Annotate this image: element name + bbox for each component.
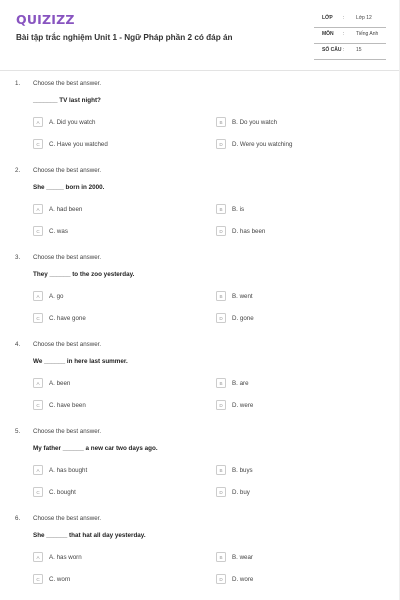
question-number: 1. — [15, 80, 21, 87]
meta-value: 15 — [356, 47, 362, 53]
logo-text: UIZIZZ — [26, 12, 75, 27]
option-letter-box: B — [216, 465, 226, 475]
question-3 — [0, 254, 400, 341]
question-prompt: Choose the best answer. — [33, 428, 102, 435]
question-text: My father ______ a new car two days ago. — [33, 445, 158, 452]
meta-colon: : — [343, 31, 345, 37]
question-text: She _____ born in 2000. — [33, 184, 105, 191]
question-text: We ______ in here last summer. — [33, 358, 128, 365]
option-label: C. was — [49, 227, 68, 235]
quizizz-logo[interactable] — [16, 12, 75, 27]
option-label: B. are — [232, 379, 249, 387]
meta-table — [314, 12, 386, 60]
option-label: D. gone — [232, 314, 254, 322]
option-label: B. went — [232, 292, 253, 300]
question-number: 4. — [15, 341, 21, 348]
question-number: 2. — [15, 167, 21, 174]
question-number: 3. — [15, 254, 21, 261]
option-label: C. worn — [49, 575, 71, 583]
option-letter-box: C — [33, 400, 43, 410]
meta-colon: : — [343, 47, 345, 53]
option-label: A. had been — [49, 205, 83, 213]
option-label: C. bought — [49, 488, 76, 496]
option-label: D. has been — [232, 227, 266, 235]
meta-key: MÔN — [322, 31, 334, 37]
option-letter-box: A — [33, 552, 43, 562]
option-label: D. buy — [232, 488, 250, 496]
option-label: A. Did you watch — [49, 118, 96, 126]
question-prompt: Choose the best answer. — [33, 254, 102, 261]
meta-value: Tiếng Anh — [356, 31, 379, 37]
option-letter-box: A — [33, 465, 43, 475]
question-6 — [0, 515, 400, 600]
question-prompt: Choose the best answer. — [33, 80, 102, 87]
option-letter-box: B — [216, 204, 226, 214]
meta-row-count — [314, 44, 386, 60]
option-letter-box: C — [33, 226, 43, 236]
question-number: 5. — [15, 428, 21, 435]
question-text: They ______ to the zoo yesterday. — [33, 271, 135, 278]
option-label: C. Have you watched — [49, 140, 108, 148]
option-letter-box: D — [216, 400, 226, 410]
question-prompt: Choose the best answer. — [33, 167, 102, 174]
option-letter-box: B — [216, 552, 226, 562]
option-letter-box: D — [216, 574, 226, 584]
meta-key: LỚP — [322, 15, 333, 21]
option-letter-box: B — [216, 117, 226, 127]
option-letter-box: C — [33, 139, 43, 149]
logo-letter-q: Q — [16, 12, 27, 27]
worksheet-header — [0, 0, 400, 70]
option-letter-box: D — [216, 139, 226, 149]
option-label: B. is — [232, 205, 245, 213]
option-letter-box: C — [33, 313, 43, 323]
question-text: _______ TV last night? — [33, 97, 101, 104]
meta-key: SỐ CÂU — [322, 47, 342, 53]
option-letter-box: A — [33, 378, 43, 388]
question-text: She ______ that hat all day yesterday. — [33, 532, 146, 539]
header-divider — [0, 70, 400, 71]
question-2 — [0, 167, 400, 254]
question-1 — [0, 80, 400, 167]
option-letter-box: A — [33, 291, 43, 301]
option-label: A. been — [49, 379, 71, 387]
question-prompt: Choose the best answer. — [33, 341, 102, 348]
question-5 — [0, 428, 400, 515]
option-label: A. go — [49, 292, 64, 300]
option-label: B. wear — [232, 553, 253, 561]
option-label: D. wore — [232, 575, 254, 583]
option-letter-box: B — [216, 378, 226, 388]
meta-colon: : — [343, 15, 345, 21]
option-label: D. were — [232, 401, 254, 409]
meta-row-subject — [314, 28, 386, 44]
option-letter-box: D — [216, 487, 226, 497]
option-letter-box: C — [33, 487, 43, 497]
option-letter-box: A — [33, 117, 43, 127]
question-number: 6. — [15, 515, 21, 522]
option-letter-box: C — [33, 574, 43, 584]
option-letter-box: D — [216, 313, 226, 323]
option-letter-box: D — [216, 226, 226, 236]
option-letter-box: B — [216, 291, 226, 301]
worksheet-title: Bài tập trắc nghiệm Unit 1 - Ngữ Pháp phần 2 có đáp án — [16, 33, 233, 42]
option-label: C. have gone — [49, 314, 86, 322]
question-prompt: Choose the best answer. — [33, 515, 102, 522]
meta-row-grade — [314, 12, 386, 28]
option-label: B. buys — [232, 466, 253, 474]
question-4 — [0, 341, 400, 428]
option-label: C. have been — [49, 401, 86, 409]
option-label: A. has worn — [49, 553, 82, 561]
option-label: B. Do you watch — [232, 118, 278, 126]
meta-value: Lớp 12 — [356, 15, 372, 21]
option-label: D. Were you watching — [232, 140, 293, 148]
option-letter-box: A — [33, 204, 43, 214]
option-label: A. has bought — [49, 466, 88, 474]
